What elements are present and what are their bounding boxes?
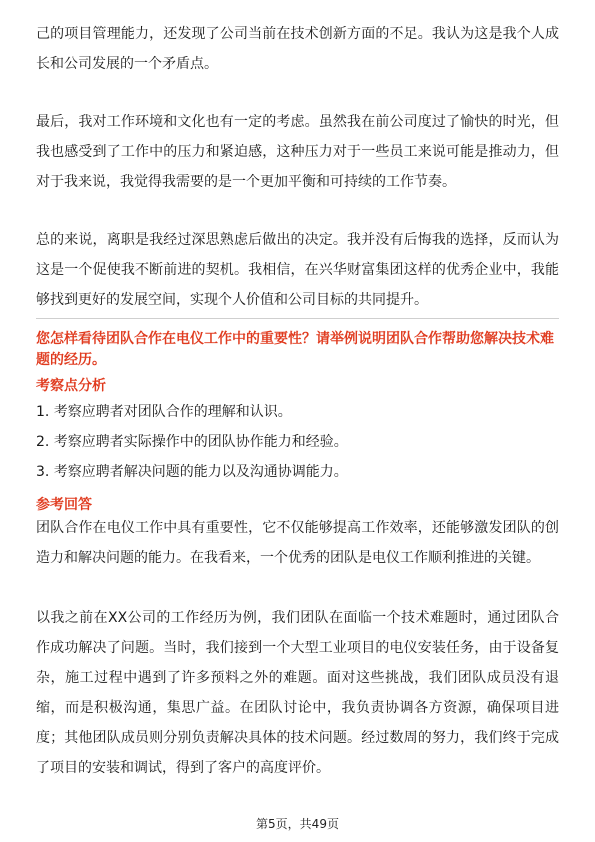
paragraph-3: 总的来说，离职是我经过深思熟虑后做出的决定。我并没有后悔我的选择，反而认为这是一个促使我不断前进的契机。我相信，在兴华财富集团这样的优秀企业中，我能够找到更好的发展空间，实现个人价值和公司目标的共同提升。 — [36, 232, 559, 308]
analysis-heading: 考察点分析 — [36, 378, 106, 394]
paragraph-2: 最后，我对工作环境和文化也有一定的考虑。虽然我在前公司度过了愉快的时光，但我也感受到了工作中的压力和紧迫感，这种压力对于一些员工来说可能是推动力，但对于我来说，我觉得我需要的是一个更加平衡和可持续的工作节奏。 — [36, 114, 559, 190]
section-divider — [36, 318, 559, 319]
analysis-point-3: 3. 考察应聘者解决问题的能力以及沟通协调能力。 — [36, 464, 348, 480]
analysis-point-2: 2. 考察应聘者实际操作中的团队协作能力和经验。 — [36, 434, 348, 450]
paragraph-1: 己的项目管理能力，还发现了公司当前在技术创新方面的不足。我认为这是我个人成长和公司发展的一个矛盾点。 — [36, 26, 559, 72]
answer-heading: 参考回答 — [36, 497, 92, 513]
page-footer: 第5页，共49页 — [256, 817, 339, 831]
answer-paragraph-2: 以我之前在XX公司的工作经历为例，我们团队在面临一个技术难题时，通过团队合作成功解决了问题。当时，我们接到一个大型工业项目的电仪安装任务，由于设备复杂，施工过程中遇到了许多预料之外的难题。面对这些挑战，我们团队成员没有退缩，而是积极沟通，集思广益。在团队讨论中，我负责协调各方资源，确保项目进度；其他团队成员则分别负责解决具体的技术问题。经过数周的努力，我们终于完成了项目的安装和调试，得到了客户的高度评价。 — [36, 610, 559, 776]
analysis-point-1: 1. 考察应聘者对团队合作的理解和认识。 — [36, 404, 292, 420]
question-title: 您怎样看待团队合作在电仪工作中的重要性？请举例说明团队合作帮助您解决技术难题的经历。 — [36, 331, 554, 368]
answer-paragraph-1: 团队合作在电仪工作中具有重要性，它不仅能够提高工作效率，还能够激发团队的创造力和解决问题的能力。在我看来，一个优秀的团队是电仪工作顺利推进的关键。 — [36, 520, 559, 566]
